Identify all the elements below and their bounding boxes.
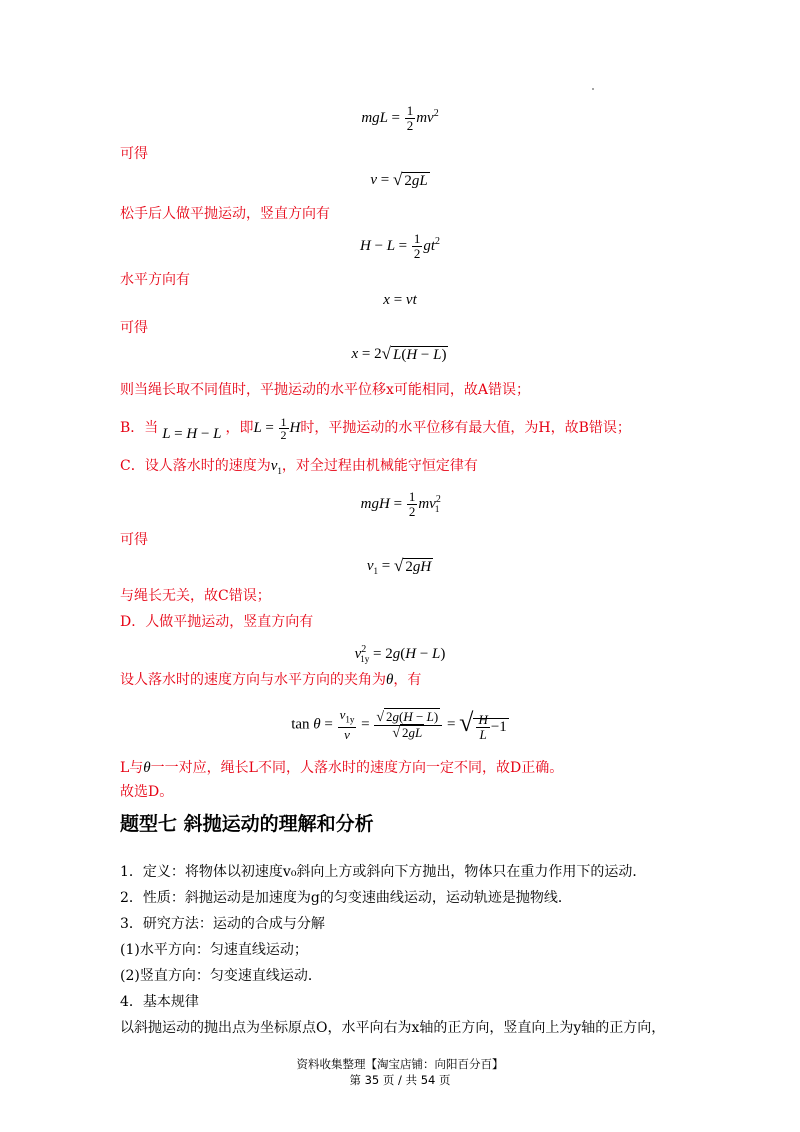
conclusion-line: L与θ一一对应，绳长L不同，人落水时的速度方向一定不同，故D正确。 — [120, 760, 564, 776]
section-item: 3．研究方法：运动的合成与分解 — [120, 916, 325, 932]
section-item: 以斜抛运动的抛出点为坐标原点O，水平向右为x轴的正方向，竖直向上为y轴的正方向， — [120, 1020, 666, 1036]
angle-line: 设人落水时的速度方向与水平方向的夹角为θ，有 — [120, 672, 422, 688]
text-fragment: ，即 — [225, 419, 254, 436]
speck — [592, 88, 594, 90]
text-line: 则当绳长取不同值时，平抛运动的水平位移x可能相同，故A错误； — [120, 382, 531, 398]
text-fragment: 设人落水时的速度方向与水平方向的夹角为 — [120, 672, 386, 688]
text-line: 可得 — [120, 320, 148, 336]
text-line: 可得 — [120, 146, 148, 162]
option-c-line: C．设人落水时的速度为$v_1$，对全过程由机械能守恒定律有 — [120, 458, 478, 476]
text-fragment: C．设人落水时的速度为 — [120, 458, 271, 474]
text-fragment: ，有 — [393, 672, 422, 688]
text-line: 可得 — [120, 532, 148, 548]
section-item: 2．性质：斜抛运动是加速度为g的匀变速曲线运动，运动轨迹是抛物线． — [120, 890, 572, 906]
text-fragment: B．当 — [120, 419, 159, 436]
text-line: D．人做平抛运动，竖直方向有 — [120, 614, 314, 630]
section-item: (1)水平方向：匀速直线运动； — [120, 942, 308, 958]
equation-horizontal: x = vt — [383, 292, 417, 308]
answer-line: 故选D。 — [120, 784, 174, 800]
equation-energy-total: mgH = $\frac{1}{2}$ $mv^2_1$ — [360, 489, 441, 520]
equation-vertical-velocity: $v^2_{1y} = 2g(H - L)$ — [354, 644, 446, 664]
text-fragment: ，对全过程由机械能守恒定律有 — [281, 458, 478, 474]
text-fragment: 时，平抛运动的水平位移有最大值，为H，故B错误； — [300, 419, 631, 436]
text-line: 与绳长无关，故C错误； — [120, 588, 271, 604]
equation-displacement: x = 2√ L(H − L) — [351, 344, 447, 364]
equation-tan-angle: tan θ = $\frac{v_{1y}}{v}$ = $\frac{√ 2g(H - L)}{√ 2gL}$ = √ $\frac{H}{L}$ −1 — [291, 707, 507, 743]
text-fragment: L与 — [120, 760, 144, 776]
equation-velocity: v = √ 2gL — [370, 170, 428, 190]
text-line: 松手后人做平抛运动，竖直方向有 — [120, 206, 330, 222]
footer-page-number: 第 35 页 / 共 54 页 — [349, 1073, 451, 1087]
equation-vertical-fall: H − L = $\frac{1}{2}$ $gt^2$ — [359, 231, 441, 262]
option-b-line: B．当 L = H − L ，即L = $\frac{1}{2}$ H时，平抛运动的水平位移有最大值，为H，故B错误； — [120, 415, 631, 442]
section-item: (2)竖直方向：匀变速直线运动． — [120, 968, 322, 984]
section-item: 4．基本规律 — [120, 994, 199, 1010]
text-fragment: 一一对应，绳长L不同，人落水时的速度方向一定不同，故D正确。 — [150, 760, 564, 776]
footer-source: 资料收集整理【淘宝店铺：向阳百分百】 — [296, 1057, 504, 1071]
section-heading: 题型七 斜抛运动的理解和分析 — [120, 813, 374, 835]
equation-final-velocity: $v_1$ = √ 2gH — [366, 556, 432, 576]
section-item: 1．定义：将物体以初速度v₀斜向上方或斜向下方抛出，物体只在重力作用下的运动． — [120, 864, 647, 880]
equation-energy-rope: mgL = $\frac{1}{2}$ $mv^2$ — [361, 103, 439, 134]
text-line: 水平方向有 — [120, 272, 190, 288]
